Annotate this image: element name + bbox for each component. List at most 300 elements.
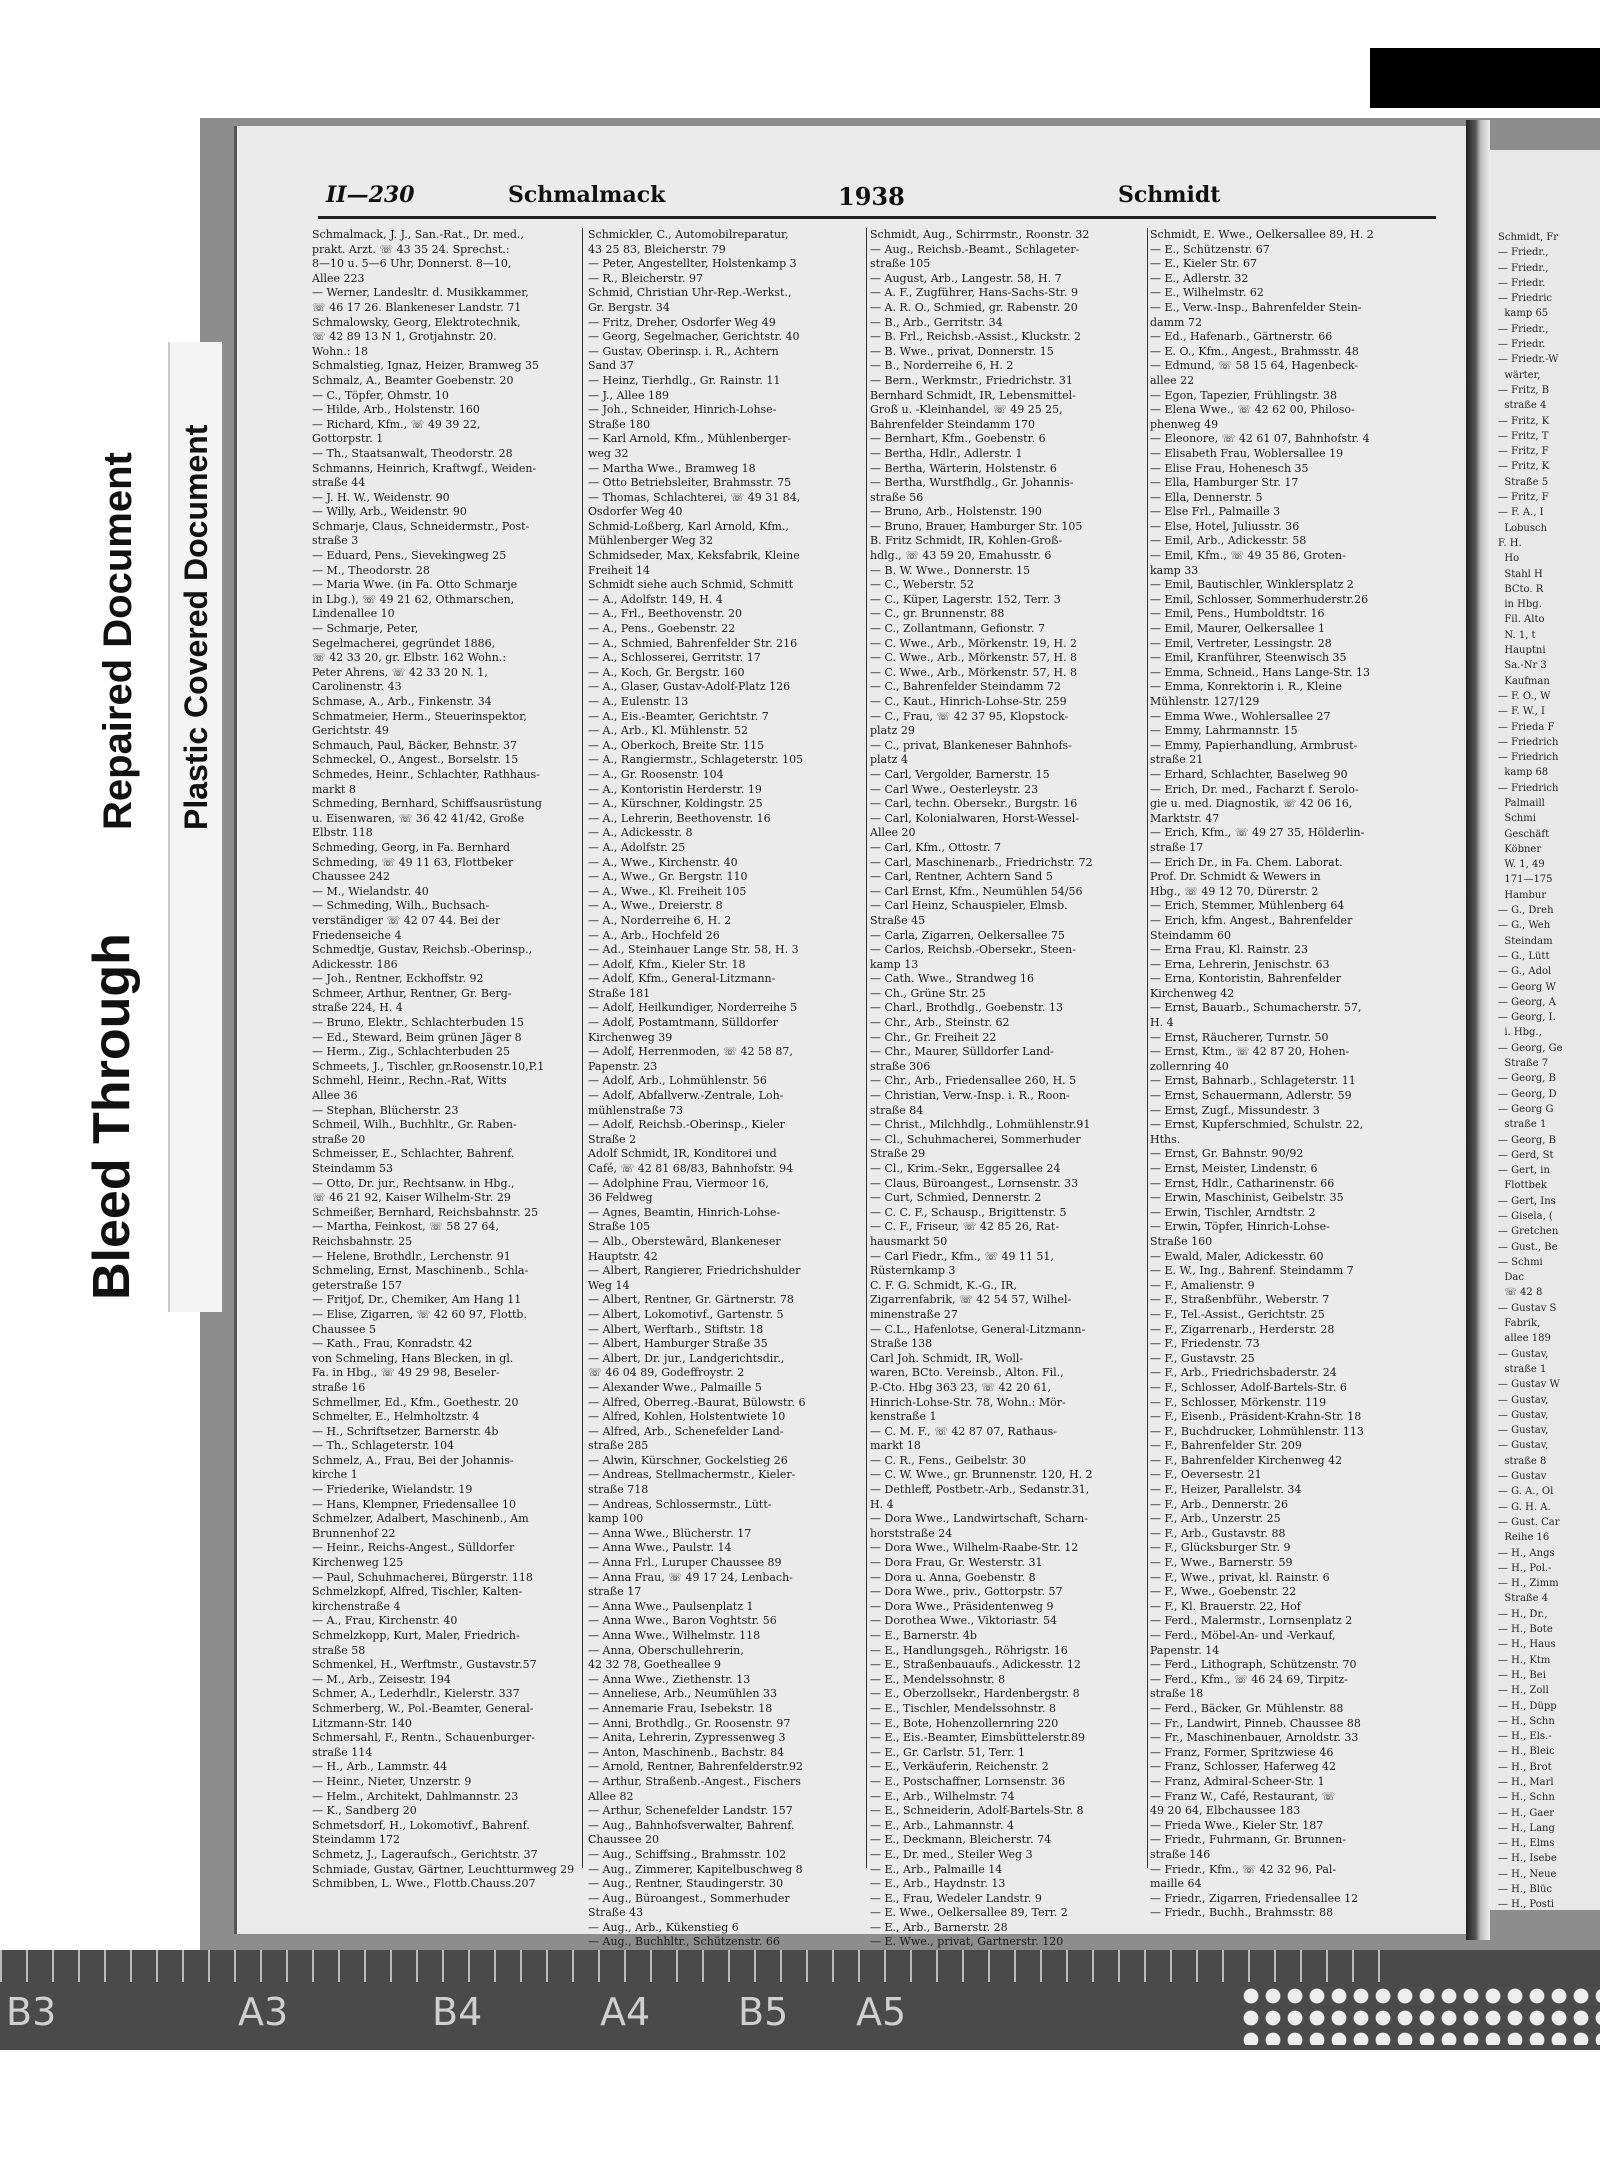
directory-entry: — Adolf, Postamtmann, Sülldorfer xyxy=(588,1016,778,1030)
directory-entry: — E., Handlungsgeh., Röhrigstr. 16 xyxy=(870,1643,1068,1657)
directory-entry: — F., Amalienstr. 9 xyxy=(1150,1278,1255,1292)
directory-entry: — Erwin, Maschinist, Geibelstr. 35 xyxy=(1150,1191,1344,1205)
directory-entry: — Anna Wwe., Baron Voghtstr. 56 xyxy=(588,1614,777,1628)
adjacent-entry: — H., Bleic xyxy=(1498,1746,1555,1758)
directory-entry: Osdorfer Weg 40 xyxy=(588,505,683,519)
directory-column-4 xyxy=(1150,228,1432,1928)
directory-entry: — Th., Schlageterstr. 104 xyxy=(312,1439,455,1453)
directory-entry: — Eleonore, ☏ 42 61 07, Bahnhofstr. 4 xyxy=(1150,432,1370,446)
adjacent-entry: — Fritz, K xyxy=(1498,461,1550,473)
directory-entry: maille 64 xyxy=(1150,1877,1202,1891)
adjacent-entry: — Friedric xyxy=(1498,293,1552,305)
directory-entry: — Egon, Tapezier, Frühlingstr. 38 xyxy=(1150,388,1338,402)
directory-entry: — E. Wwe., privat, Gartnerstr. 120 xyxy=(870,1935,1064,1949)
adjacent-entry: — H., Elms xyxy=(1498,1838,1555,1850)
adjacent-entry: — Georg, A xyxy=(1498,996,1556,1008)
directory-entry: weg 32 xyxy=(588,446,629,460)
directory-entry: — E., Arb., Palmaille 14 xyxy=(870,1862,1003,1876)
directory-entry: straße 224, H. 4 xyxy=(312,1001,403,1015)
directory-entry: — Alfred, Oberreg.-Baurat, Bülowstr. 6 xyxy=(588,1395,806,1409)
adjacent-entry: Fil. Alto xyxy=(1498,614,1545,626)
directory-entry: — Bernhart, Kfm., Goebenstr. 6 xyxy=(870,432,1046,446)
directory-entry: — A., Frau, Kirchenstr. 40 xyxy=(312,1614,458,1628)
directory-entry: Straße 160 xyxy=(1150,1234,1213,1248)
directory-entry: — Ernst, Kupferschmied, Schulstr. 22, xyxy=(1150,1118,1364,1132)
directory-entry: — Heinr., Reichs-Angest., Sülldorfer xyxy=(312,1541,515,1555)
directory-entry: — Elise, Zigarren, ☏ 42 60 97, Flottb. xyxy=(312,1307,527,1321)
directory-entry: — E., Barnerstr. 4b xyxy=(870,1629,977,1642)
directory-entry: kirche 1 xyxy=(312,1468,358,1482)
directory-entry: Litzmann-Str. 140 xyxy=(312,1716,412,1730)
adjacent-entry: — Friedrich xyxy=(1498,752,1559,764)
adjacent-entry: — F. W., I xyxy=(1498,706,1545,718)
directory-entry: u. Eisenwaren, ☏ 36 42 41/42, Große xyxy=(312,811,525,825)
directory-entry: — Emil, Maurer, Oelkersallee 1 xyxy=(1150,622,1325,636)
adjacent-entry: — Gust., Be xyxy=(1498,1241,1558,1253)
directory-entry: 36 Feldweg xyxy=(588,1191,653,1205)
directory-entry: — Ernst, Ktm., ☏ 42 87 20, Hohen- xyxy=(1150,1045,1350,1059)
directory-entry: — Herm., Zig., Schlachterbuden 25 xyxy=(312,1045,511,1059)
directory-entry: — Charl., Brothdlg., Goebenstr. 13 xyxy=(870,1001,1064,1015)
directory-entry: — F., Arb., Dennerstr. 26 xyxy=(1150,1497,1289,1511)
adjacent-entry: — Fritz, K xyxy=(1498,415,1550,427)
adjacent-entry: 171—175 xyxy=(1498,874,1553,886)
header-last-entry: Schmidt xyxy=(1118,182,1221,208)
directory-entry: — Aug., Arb., Kükenstieg 6 xyxy=(588,1920,739,1934)
directory-entry: ☏ 42 33 20, gr. Elbstr. 162 Wohn.: xyxy=(312,651,507,665)
directory-entry: — Aug., Schiffsing., Brahmsstr. 102 xyxy=(588,1847,787,1861)
directory-entry: — Franz, Schlosser, Haferweg 42 xyxy=(1150,1760,1337,1774)
directory-entry: — Ferd., Malermstr., Lornsenplatz 2 xyxy=(1150,1614,1353,1628)
adjacent-entry: W. 1, 49 xyxy=(1498,859,1545,871)
directory-entry: straße 16 xyxy=(312,1380,366,1394)
adjacent-entry: — Gustav, xyxy=(1498,1348,1549,1360)
directory-entry: straße 114 xyxy=(312,1745,373,1759)
directory-entry: — E., Postschaffner, Lornsenstr. 36 xyxy=(870,1774,1066,1788)
directory-entry: Papenstr. 14 xyxy=(1150,1643,1220,1657)
directory-entry: Marktstr. 47 xyxy=(1150,811,1220,825)
directory-entry: — Erich, Kfm., ☏ 49 27 35, Hölderlin- xyxy=(1150,826,1365,840)
directory-entry: Hths. xyxy=(1150,1132,1181,1146)
directory-entry: — R., Bleicherstr. 97 xyxy=(588,271,704,285)
directory-entry: Schmidt, Aug., Schirrmstr., Roonstr. 32 xyxy=(870,228,1090,241)
directory-entry: 43 25 83, Bleicherstr. 79 xyxy=(588,242,726,256)
directory-entry: — Aug., Buchhltr., Schützenstr. 66 xyxy=(588,1935,780,1949)
adjacent-entry: — H., Angs xyxy=(1498,1547,1555,1559)
directory-entry: — Elise Frau, Hohenesch 35 xyxy=(1150,461,1309,475)
directory-entry: — E., Arb., Barnerstr. 28 xyxy=(870,1920,1008,1934)
directory-entry: Prof. Dr. Schmidt & Wewers in xyxy=(1150,870,1321,884)
directory-entry: Chaussee 242 xyxy=(312,870,390,884)
directory-entry: Chaussee 5 xyxy=(312,1322,376,1336)
directory-entry: — Erna, Kontoristin, Bahrenfelder xyxy=(1150,972,1342,986)
directory-entry: — F., Arb., Gustavstr. 88 xyxy=(1150,1526,1286,1540)
directory-entry: — Bruno, Brauer, Hamburger Str. 105 xyxy=(870,519,1083,533)
directory-entry: — F., Bahrenfelder Str. 209 xyxy=(1150,1439,1302,1453)
directory-entry: — Carl Fiedr., Kfm., ☏ 49 11 51, xyxy=(870,1249,1054,1263)
directory-entry: — Else, Hotel, Juliusstr. 36 xyxy=(1150,519,1300,533)
directory-entry: — F., Tel.-Assist., Gerichtstr. 25 xyxy=(1150,1307,1325,1321)
directory-entry: straße 58 xyxy=(312,1643,366,1657)
directory-entry: — F., Bahrenfelder Kirchenweg 42 xyxy=(1150,1453,1343,1467)
directory-entry: — Ernst, Zugf., Missundestr. 3 xyxy=(1150,1103,1320,1117)
directory-entry: — Ernst, Schauermann, Adlerstr. 59 xyxy=(1150,1089,1352,1103)
directory-entry: — F., Zigarrenarb., Herderstr. 28 xyxy=(1150,1322,1335,1336)
adjacent-entry: — Gert, in xyxy=(1498,1165,1550,1177)
adjacent-entry: — Fritz, T xyxy=(1498,430,1549,442)
directory-entry: — E., Frau, Wedeler Landstr. 9 xyxy=(870,1891,1042,1905)
scale-label: A5 xyxy=(856,1990,907,2034)
directory-entry: straße 17 xyxy=(1150,840,1204,854)
directory-entry: — E., Kieler Str. 67 xyxy=(1150,257,1258,271)
adjacent-entry: Geschäft xyxy=(1498,828,1550,840)
directory-entry: — C. Wwe., Arb., Mörkenstr. 57, H. 8 xyxy=(870,651,1078,665)
directory-entry: — Curt, Schmied, Dennerstr. 2 xyxy=(870,1191,1042,1205)
directory-entry: — Bertha, Wärterin, Holstenstr. 6 xyxy=(870,461,1057,475)
directory-entry: — Anni, Brothdlg., Gr. Roosenstr. 97 xyxy=(588,1716,791,1730)
adjacent-entry: — Friedrich xyxy=(1498,736,1559,748)
directory-entry: — E., Dr. med., Steiler Weg 3 xyxy=(870,1847,1033,1861)
directory-entry: — Ewald, Maler, Adickesstr. 60 xyxy=(1150,1249,1324,1263)
adjacent-entry: allee 189 xyxy=(1498,1333,1551,1345)
directory-entry: Schmid, Christian Uhr-Rep.-Werkst., xyxy=(588,286,792,300)
adjacent-entry: ☏ 42 8 xyxy=(1498,1287,1543,1299)
directory-entry: — A., Adolfstr. 149, H. 4 xyxy=(588,592,723,606)
directory-entry: — Erwin, Töpfer, Hinrich-Lohse- xyxy=(1150,1220,1330,1234)
directory-entry: — Schmarje, Peter, xyxy=(312,622,419,636)
directory-entry: — Adolf, Arb., Lohmühlenstr. 56 xyxy=(588,1074,767,1088)
directory-entry: ☏ 46 17 26. Blankeneser Landstr. 71 xyxy=(312,300,522,314)
directory-entry: — Andreas, Stellmachermstr., Kieler- xyxy=(588,1468,796,1482)
directory-entry: — Emma Wwe., Wohlersallee 27 xyxy=(1150,709,1331,723)
directory-entry: Bahrenfelder Steindamm 170 xyxy=(870,417,1036,431)
directory-entry: Schmeisser, E., Schlachter, Bahrenf. xyxy=(312,1147,515,1161)
directory-entry: — M., Arb., Zeisestr. 194 xyxy=(312,1672,451,1686)
column-rule xyxy=(866,228,867,1868)
directory-entry: — M., Wielandstr. 40 xyxy=(312,884,429,898)
directory-entry: — Emil, Arb., Adickesstr. 58 xyxy=(1150,534,1307,548)
directory-entry: — Claus, Büroangest., Lornsenstr. 33 xyxy=(870,1176,1079,1190)
directory-entry: — Frieda Wwe., Kieler Str. 187 xyxy=(1150,1818,1324,1832)
directory-entry: — Emma, Schneid., Hans Lange-Str. 13 xyxy=(1150,665,1370,679)
directory-entry: — A., Kontoristin Herderstr. 19 xyxy=(588,782,762,796)
directory-entry: — Adolf, Herrenmoden, ☏ 42 58 87, xyxy=(588,1045,793,1059)
directory-entry: — Carl, Kfm., Ottostr. 7 xyxy=(870,840,1002,854)
directory-entry: Schmeißer, Bernhard, Reichsbahnstr. 25 xyxy=(312,1205,539,1219)
directory-entry: — A., Adolfstr. 25 xyxy=(588,840,686,854)
directory-entry: Schmibben, L. Wwe., Flottb.Chauss.207 xyxy=(312,1877,536,1891)
directory-entry: Schmiade, Gustav, Gärtner, Leuchtturmweg 29 xyxy=(312,1862,575,1876)
directory-entry: — Ed., Steward, Beim grünen Jäger 8 xyxy=(312,1030,522,1044)
directory-entry: — Emil, Kfm., ☏ 49 35 86, Groten- xyxy=(1150,549,1346,563)
scale-label: B5 xyxy=(738,1990,789,2034)
directory-entry: — Ad., Steinhauer Lange Str. 58, H. 3 xyxy=(588,943,799,957)
adjacent-entry: straße 1 xyxy=(1498,1119,1547,1131)
directory-entry: — C., privat, Blankeneser Bahnhofs- xyxy=(870,738,1072,752)
directory-entry: — Chr., Maurer, Sülldorfer Land- xyxy=(870,1045,1054,1059)
directory-entry: — Dora Wwe., Wilhelm-Raabe-Str. 12 xyxy=(870,1541,1079,1555)
directory-entry: — Annemarie Frau, Isebekstr. 18 xyxy=(588,1701,773,1715)
directory-entry: Mühlenberger Weg 32 xyxy=(588,534,714,548)
directory-entry: — Alwin, Kürschner, Gockelstieg 26 xyxy=(588,1453,788,1467)
directory-entry: — Dethleff, Postbetr.-Arb., Sedanstr.31, xyxy=(870,1483,1090,1497)
adjacent-entry: Stahl H xyxy=(1498,568,1543,580)
directory-entry: — Carl Ernst, Kfm., Neumühlen 54/56 xyxy=(870,884,1083,898)
adjacent-entry: — H., Posti xyxy=(1498,1899,1555,1911)
directory-entry: minenstraße 27 xyxy=(870,1307,958,1321)
directory-entry: — Anneliese, Arb., Neumühlen 33 xyxy=(588,1687,777,1701)
adjacent-entry: — H., Pol.- xyxy=(1498,1562,1552,1574)
directory-entry: — Elisabeth Frau, Woblersallee 19 xyxy=(1150,446,1344,460)
directory-entry: — F., Glücksburger Str. 9 xyxy=(1150,1541,1291,1555)
directory-entry: C. F. G. Schmidt, K.-G., IR, xyxy=(870,1278,1017,1292)
directory-entry: — C.L., Hafenlotse, General-Litzmann- xyxy=(870,1322,1086,1336)
directory-entry: — E., Oberzollsekr., Hardenbergstr. 8 xyxy=(870,1687,1080,1701)
directory-entry: — E., Straßenbauaufs., Adickesstr. 12 xyxy=(870,1658,1081,1672)
adjacent-entry: — H., Düpp xyxy=(1498,1700,1557,1712)
directory-entry: — E., Tischler, Mendelssohnstr. 8 xyxy=(870,1701,1056,1715)
directory-entry: Zigarrenfabrik, ☏ 42 54 57, Wilhel- xyxy=(870,1293,1072,1307)
directory-entry: — Emil, Vertreter, Lessingstr. 28 xyxy=(1150,636,1332,650)
adjacent-entry: Straße 7 xyxy=(1498,1058,1549,1070)
directory-entry: — Alfred, Kohlen, Holstentwiete 10 xyxy=(588,1410,786,1424)
directory-entry: — Carl, Kolonialwaren, Horst-Wessel- xyxy=(870,811,1080,825)
directory-entry: von Schmeling, Hans Blecken, in gl. xyxy=(312,1351,514,1365)
adjacent-entry: — Gustav, xyxy=(1498,1409,1549,1421)
directory-entry: — Bruno, Elektr., Schlachterbuden 15 xyxy=(312,1016,524,1030)
directory-entry: Schmelz, A., Frau, Bei der Johannis- xyxy=(312,1453,514,1467)
directory-entry: straße 18 xyxy=(1150,1687,1204,1701)
directory-entry: — Albert, Werftarb., Stiftstr. 18 xyxy=(588,1322,764,1336)
adjacent-entry: — H., Bote xyxy=(1498,1624,1553,1636)
directory-entry: — Ch., Grüne Str. 25 xyxy=(870,986,986,1000)
directory-entry: Gr. Bergstr. 34 xyxy=(588,300,670,314)
directory-entry: — Erna, Lehrerin, Jenischstr. 63 xyxy=(1150,957,1330,971)
directory-entry: — Fritjof, Dr., Chemiker, Am Hang 11 xyxy=(312,1293,522,1307)
directory-entry: Schmedes, Heinr., Schlachter, Rathhaus- xyxy=(312,767,540,781)
directory-entry: Freiheit 14 xyxy=(588,563,650,577)
directory-entry: — Eduard, Pens., Sievekingweg 25 xyxy=(312,549,507,563)
directory-entry: — Hans, Klempner, Friedensallee 10 xyxy=(312,1497,517,1511)
directory-entry: — J., Allee 189 xyxy=(588,388,670,402)
directory-column-2 xyxy=(588,228,863,1949)
adjacent-entry: straße 1 xyxy=(1498,1363,1547,1375)
adjacent-entry: i. Hbg., xyxy=(1498,1027,1542,1039)
directory-entry: Kirchenweg 42 xyxy=(1150,986,1235,1000)
adjacent-entry: — H., Els.- xyxy=(1498,1731,1552,1743)
directory-entry: — Anna Wwe., Blücherstr. 17 xyxy=(588,1526,752,1540)
directory-entry: Adickesstr. 186 xyxy=(312,957,398,971)
directory-entry: Hinrich-Lohse-Str. 78, Wohn.: Mör- xyxy=(870,1395,1066,1409)
directory-entry: Gerichtstr. 49 xyxy=(312,724,389,738)
directory-entry: straße 21 xyxy=(1150,753,1204,767)
adjacent-entry: Ho xyxy=(1498,553,1520,565)
adjacent-entry: — H., Zoll xyxy=(1498,1685,1549,1697)
header-year: 1938 xyxy=(838,182,905,211)
film-dot-pattern xyxy=(1240,1985,1600,2045)
directory-entry: — Ferd., Möbel-An- und -Verkauf, xyxy=(1150,1629,1336,1642)
directory-entry: 8—10 u. 5—6 Uhr, Donnerst. 8—10, xyxy=(312,257,512,271)
adjacent-entry: — Gerd, St xyxy=(1498,1149,1554,1161)
directory-entry: straße 718 xyxy=(588,1483,649,1497)
adjacent-entry: Flottbek xyxy=(1498,1180,1547,1192)
directory-entry: — Franz, Former, Spritzwiese 46 xyxy=(1150,1745,1334,1759)
directory-entry: — Heinr., Nieter, Unzerstr. 9 xyxy=(312,1774,472,1788)
directory-entry: Chaussee 20 xyxy=(588,1833,659,1847)
directory-entry: — Albert, Dr. jur., Landgerichtsdir., xyxy=(588,1351,785,1365)
directory-entry: — Alb., Oberstewārd, Blankeneser xyxy=(588,1234,781,1248)
directory-entry: — Adolphine Frau, Viermoor 16, xyxy=(588,1176,769,1190)
directory-entry: Brunnenhof 22 xyxy=(312,1526,396,1540)
adjacent-entry: — Friedr., xyxy=(1498,262,1549,274)
directory-entry: — A., Frl., Beethovenstr. 20 xyxy=(588,607,742,621)
directory-entry: Schmauch, Paul, Bäcker, Behnstr. 37 xyxy=(312,738,518,752)
directory-entry: — Anna Wwe., Ziethenstr. 13 xyxy=(588,1672,751,1686)
directory-entry: Elbstr. 118 xyxy=(312,826,373,840)
directory-entry: Schmer, A., Lederhdlr., Kielerstr. 337 xyxy=(312,1687,520,1701)
directory-entry: Schmid-Loßberg, Karl Arnold, Kfm., xyxy=(588,519,789,533)
directory-entry: Gottorpstr. 1 xyxy=(312,432,384,446)
directory-entry: Straße 138 xyxy=(870,1337,933,1351)
directory-entry: — Anna Frl., Luruper Chaussee 89 xyxy=(588,1556,782,1570)
adjacent-entry: — H., Haus xyxy=(1498,1639,1556,1651)
adjacent-entry: — Georg, B xyxy=(1498,1073,1556,1085)
adjacent-entry: — H., Lang xyxy=(1498,1822,1555,1834)
directory-entry: straße 44 xyxy=(312,476,366,490)
directory-entry: in Lbg.), ☏ 49 21 62, Othmarschen, xyxy=(312,592,515,606)
directory-entry: — Franz W., Café, Restaurant, ☏ xyxy=(1150,1789,1336,1803)
directory-entry: Reichsbahnstr. 25 xyxy=(312,1234,413,1248)
directory-entry: hdlg., ☏ 43 59 20, Emahusstr. 6 xyxy=(870,549,1052,563)
directory-entry: — Richard, Kfm., ☏ 49 39 22, xyxy=(312,417,481,431)
directory-entry: horststraße 24 xyxy=(870,1526,953,1540)
scale-label: B3 xyxy=(6,1990,57,2034)
adjacent-entry: Steindam xyxy=(1498,935,1553,947)
directory-entry: — E., Arb., Wilhelmstr. 74 xyxy=(870,1789,1015,1803)
directory-entry: Adolf Schmidt, IR, Konditorei und xyxy=(588,1147,777,1161)
directory-entry: — Adolf, Kfm., Kieler Str. 18 xyxy=(588,957,746,971)
directory-entry: — Joh., Rentner, Eckhoffstr. 92 xyxy=(312,972,484,986)
directory-entry: 42 32 78, Goetheallee 9 xyxy=(588,1658,722,1672)
directory-entry: — A., Eis.-Beamter, Gerichtstr. 7 xyxy=(588,709,769,723)
directory-entry: — E., Arb., Haydnstr. 13 xyxy=(870,1877,1006,1891)
directory-entry: — Dora Wwe., Landwirtschaft, Scharn- xyxy=(870,1512,1088,1526)
directory-entry: — F., Wwe., Barnerstr. 59 xyxy=(1150,1556,1293,1570)
directory-entry: — Ernst, Hdlr., Catharinenstr. 66 xyxy=(1150,1176,1335,1190)
directory-entry: Schmelzkopp, Kurt, Maler, Friedrich- xyxy=(312,1629,520,1642)
directory-entry: — Paul, Schuhmacherei, Bürgerstr. 118 xyxy=(312,1570,533,1584)
directory-entry: kirchenstraße 4 xyxy=(312,1599,401,1613)
directory-entry: — Ella, Hamburger Str. 17 xyxy=(1150,476,1299,490)
directory-entry: — F., Kl. Brauerstr. 22, Hof xyxy=(1150,1599,1301,1613)
directory-entry: — E. W., Ing., Bahrenf. Steindamm 7 xyxy=(1150,1264,1354,1278)
adjacent-entry: Lobusch xyxy=(1498,522,1548,534)
directory-entry: Schmeding, Georg, in Fa. Bernhard xyxy=(312,840,511,854)
adjacent-entry: Reihe 16 xyxy=(1498,1532,1550,1544)
adjacent-entry: — H., Gaer xyxy=(1498,1807,1555,1819)
directory-entry: — Thomas, Schlachterei, ☏ 49 31 84, xyxy=(588,490,801,504)
directory-entry: — Ernst, Räucherer, Turnstr. 50 xyxy=(1150,1030,1329,1044)
directory-entry: — Ferd., Lithograph, Schützenstr. 70 xyxy=(1150,1658,1357,1672)
directory-entry: — A., Schmied, Bahrenfelder Str. 216 xyxy=(588,636,798,650)
directory-entry: ☏ 46 21 92, Kaiser Wilhelm-Str. 29 xyxy=(312,1191,511,1205)
adjacent-entry: — H., Schn xyxy=(1498,1792,1555,1804)
directory-entry: — Aug., Reichsb.-Beamt., Schlageter- xyxy=(870,242,1080,256)
directory-entry: — Aug., Bahnhofsverwalter, Bahrenf. xyxy=(588,1818,795,1832)
adjacent-entry: — H., Neue xyxy=(1498,1868,1557,1880)
directory-entry: — Carl, Vergolder, Barnerstr. 15 xyxy=(870,767,1050,781)
directory-entry: — Ferd., Kfm., ☏ 46 24 69, Tirpitz- xyxy=(1150,1672,1348,1686)
directory-entry: waren, BCto. Vereinsb., Alton. Fil., xyxy=(870,1366,1064,1380)
directory-entry: — Alfred, Arb., Schenefelder Land- xyxy=(588,1424,784,1438)
directory-entry: — Emil, Kranführer, Steenwisch 35 xyxy=(1150,651,1347,665)
directory-entry: H. 4 xyxy=(870,1497,894,1511)
adjacent-entry: — Frieda F xyxy=(1498,721,1555,733)
adjacent-entry: — Friedrich xyxy=(1498,782,1559,794)
directory-entry: — Helene, Brothdlr., Lerchenstr. 91 xyxy=(312,1249,511,1263)
film-corner-bar xyxy=(1370,48,1600,108)
directory-entry: — Adolf, Heilkundiger, Norderreihe 5 xyxy=(588,1001,798,1015)
directory-entry: Lindenallee 10 xyxy=(312,607,395,621)
directory-entry: — Carl, Maschinenarb., Friedrichstr. 72 xyxy=(870,855,1093,869)
directory-entry: — Fr., Maschinenbauer, Arnoldstr. 33 xyxy=(1150,1731,1359,1745)
directory-entry: Hbg., ☏ 49 12 70, Dürerstr. 2 xyxy=(1150,884,1319,898)
directory-entry: — E., Bote, Hohenzollernring 220 xyxy=(870,1716,1059,1730)
directory-entry: — F., Straßenbführ., Weberstr. 7 xyxy=(1150,1293,1330,1307)
directory-entry: — Andreas, Schlossermstr., Lütt- xyxy=(588,1497,772,1511)
directory-entry: — Helm., Architekt, Dahlmannstr. 23 xyxy=(312,1789,519,1803)
directory-entry: kamp 13 xyxy=(870,957,919,971)
directory-entry: — Dora Frau, Gr. Westerstr. 31 xyxy=(870,1556,1043,1570)
directory-entry: Schmellmer, Ed., Kfm., Goethestr. 20 xyxy=(312,1395,519,1409)
directory-entry: Schmeding, Bernhard, Schiffsausrüstung xyxy=(312,797,542,811)
directory-entry: — Ernst, Gr. Bahnstr. 90/92 xyxy=(1150,1147,1304,1161)
directory-entry: Schmetz, J., Lageraufsch., Gerichtstr. 37 xyxy=(312,1847,538,1861)
directory-entry: Schmedtje, Gustav, Reichsb.-Oberinsp., xyxy=(312,943,533,957)
directory-entry: Friedenseiche 4 xyxy=(312,928,402,942)
page-header xyxy=(318,182,1436,219)
adjacent-entry: — H., Ktm xyxy=(1498,1654,1551,1666)
directory-entry: Papenstr. 23 xyxy=(588,1059,658,1073)
directory-entry: — Agnes, Beamtin, Hinrich-Lohse- xyxy=(588,1205,781,1219)
directory-entry: — Albert, Rentner, Gr. Gärtnerstr. 78 xyxy=(588,1293,794,1307)
directory-entry: — F., Arb., Unzerstr. 25 xyxy=(1150,1512,1281,1526)
directory-entry: — A. R. O., Schmied, gr. Rabenstr. 20 xyxy=(870,300,1078,314)
directory-entry: Schmeil, Wilh., Buchhltr., Gr. Raben- xyxy=(312,1118,517,1132)
header-first-entry: Schmalmack xyxy=(508,182,666,208)
directory-entry: — Arthur, Straßenb.-Angest., Fischers xyxy=(588,1774,801,1788)
directory-entry: — C., Weberstr. 52 xyxy=(870,578,974,592)
directory-entry: Groß u. -Kleinhandel, ☏ 49 25 25, xyxy=(870,403,1063,417)
directory-entry: Schmeling, Ernst, Maschinenb., Schla- xyxy=(312,1264,529,1278)
adjacent-entry: — G., Lütt xyxy=(1498,950,1550,962)
directory-entry: — Else Frl., Palmaille 3 xyxy=(1150,505,1281,519)
directory-entry: Fa. in Hbg., ☏ 49 29 98, Beseler- xyxy=(312,1366,500,1380)
adjacent-entry: — Fritz, F xyxy=(1498,492,1549,504)
page-number: II—230 xyxy=(326,182,415,208)
directory-entry: Straße 43 xyxy=(588,1906,644,1920)
adjacent-entry: — H., Blüc xyxy=(1498,1884,1553,1896)
directory-entry: ☏ 46 04 89, Godeffroystr. 2 xyxy=(588,1366,745,1380)
adjacent-entry: — Georg W xyxy=(1498,981,1556,993)
directory-entry: — Cl., Krim.-Sekr., Eggersallee 24 xyxy=(870,1162,1061,1175)
directory-entry: — Ed., Hafenarb., Gärtnerstr. 66 xyxy=(1150,330,1333,344)
directory-entry: verständiger ☏ 42 07 44. Bei der xyxy=(312,913,501,927)
directory-entry: — Carl, Rentner, Achtern Sand 5 xyxy=(870,870,1053,884)
directory-entry: Straße 45 xyxy=(870,913,926,927)
directory-entry: — J. H. W., Weidenstr. 90 xyxy=(312,490,450,504)
directory-entry: — E. Wwe., Oelkersallee 89, Terr. 2 xyxy=(870,1906,1068,1920)
